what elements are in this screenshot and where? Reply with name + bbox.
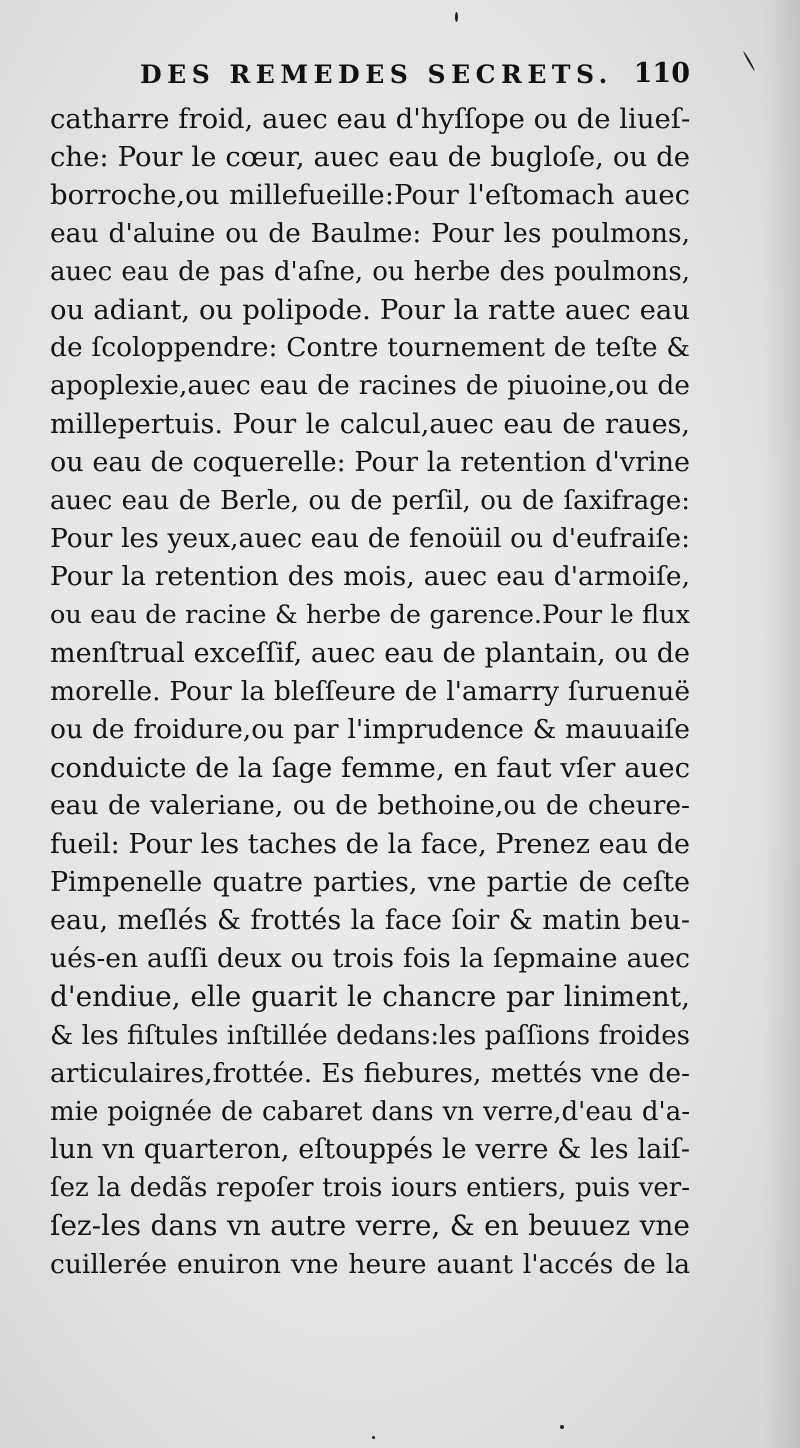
text-line: eau de valeriane, ou de bethoine,ou de cheure- (50, 790, 690, 822)
page-edge-shadow (764, 0, 800, 1448)
text-line: conduicte de la ſage femme, en faut vſer auec (50, 752, 690, 785)
ink-speck (560, 1425, 564, 1429)
ink-speck (372, 1436, 375, 1439)
text-line: catharre froid, auec eau d'hyſſope ou de liueſ- (50, 103, 691, 135)
page-number: 110 (633, 58, 690, 89)
text-line: cuillerée enuiron vne heure auant l'accés de la (50, 1248, 690, 1280)
text-line: eau d'aluine ou de Baulme: Pour les poulmons, (50, 217, 690, 249)
text-line: Pour les yeux,auec eau de fenoüil ou d'eufraiſe: (50, 523, 690, 555)
text-line: millepertuis. Pour le calcul,auec eau de raues, (50, 408, 690, 440)
text-line: fueil: Pour les taches de la face, Prenez eau de (50, 828, 690, 860)
page-header (140, 52, 690, 98)
text-line: Pimpenelle quatre parties, vne partie de ceſte (50, 866, 690, 898)
text-line: auec eau de Berle, ou de perſil, ou de ſaxifrage: (50, 485, 690, 516)
text-line: che: Pour le cœur, auec eau de bugloſe, ou de (50, 141, 690, 174)
text-line: Pour la retention des mois, auec eau d'armoiſe, (50, 561, 690, 593)
text-line: ués-en auſſi deux ou trois fois la ſepmaine auec (50, 943, 690, 975)
ink-speck (455, 12, 458, 22)
text-line: d'endiue, elle guarit le chancre par liniment, (50, 980, 690, 1014)
text-line: eau, meſlés & frottés la face ſoir & matin beu- (50, 904, 690, 936)
text-line: ou de froidure,ou par l'imprudence & mauuaiſe (50, 714, 690, 745)
text-line: lun vn quarteron, eſtouppés le verre & les laiſ- (50, 1134, 690, 1166)
text-line: ou adiant, ou polipode. Pour la ratte auec eau (50, 293, 690, 326)
text-line: ou eau de coquerelle: Pour la retention d'vrine (50, 446, 690, 478)
text-line: ſez la dedãs repoſer trois iours entiers, puis ver- (50, 1173, 690, 1204)
text-line: auec eau de pas d'aſne, ou herbe des poulmons, (50, 256, 690, 287)
text-line: ſez-les dans vn autre verre, & en beuuez vne (50, 1209, 690, 1243)
text-line: & les fiſtules inſtillée dedans:les paſſions froides (50, 1020, 690, 1051)
ink-speck (743, 51, 756, 71)
text-line: apoplexie,auec eau de racines de piuoine,ou de (50, 370, 690, 402)
text-line: borroche,ou millefueille:Pour l'eſtomach auec (50, 179, 690, 212)
text-line: articulaires,frottée. Es fiebures, mettés vne de- (50, 1057, 690, 1089)
text-line: ou eau de racine & herbe de garence.Pour le flux (50, 600, 690, 631)
text-line: menſtrual exceſſif, auec eau de plantain, ou de (50, 637, 690, 669)
running-head: DES REMEDES SECRETS. (140, 60, 613, 89)
text-line: morelle. Pour la bleſſeure de l'amarry ſuruenuë (50, 675, 690, 707)
text-line: de ſcoloppendre: Contre tournement de teſte & (50, 332, 690, 364)
text-line: mie poignée de cabaret dans vn verre,d'eau d'a- (50, 1096, 690, 1127)
body-text (50, 100, 690, 1284)
